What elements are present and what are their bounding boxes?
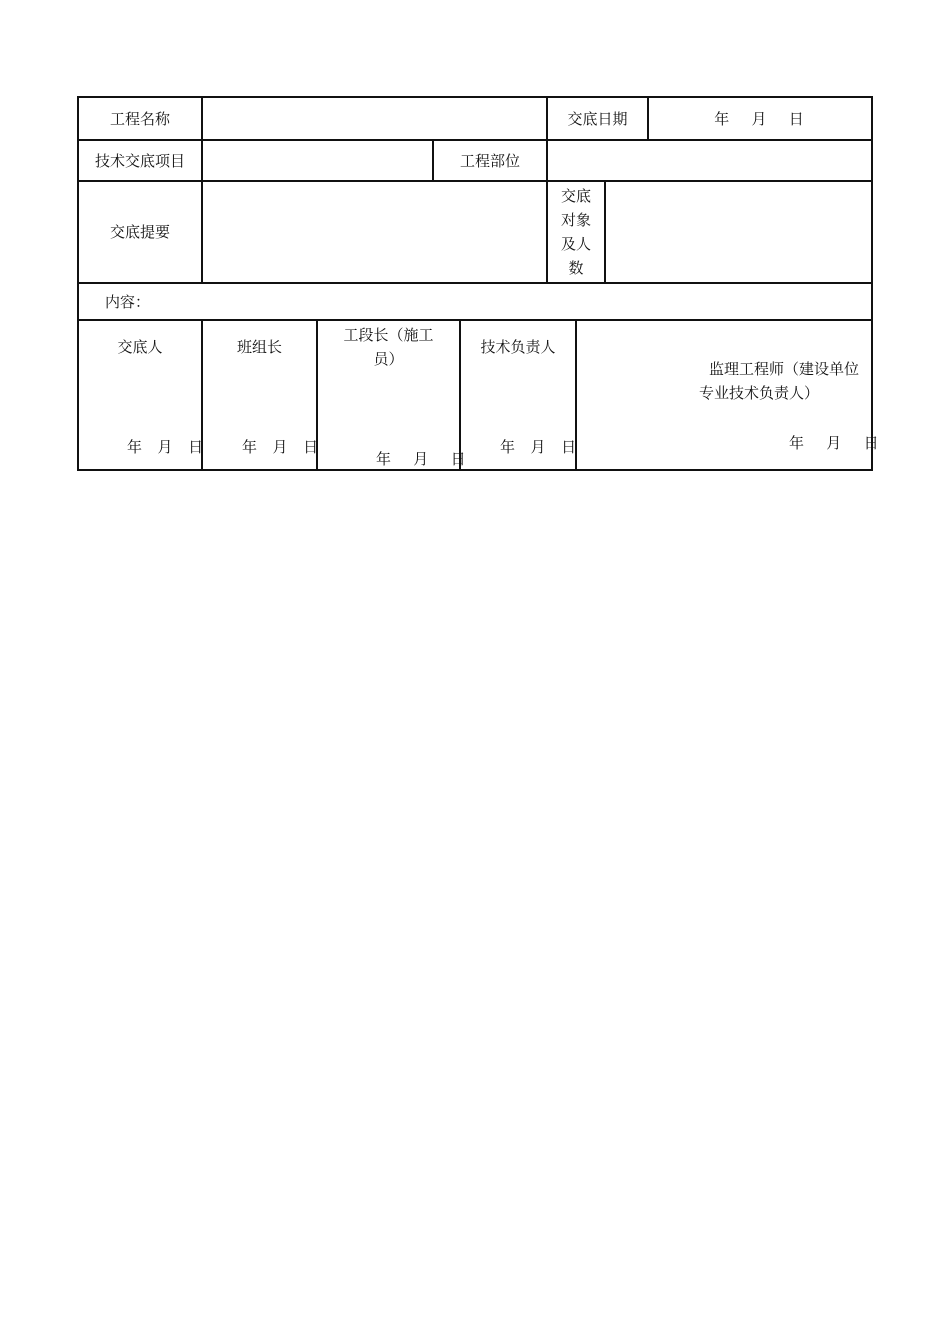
tech-lead-date: 年 月 日	[500, 438, 579, 456]
project-part-field[interactable]	[548, 141, 871, 180]
target-field[interactable]	[606, 182, 871, 282]
tech-item-field[interactable]	[203, 141, 432, 180]
briefing-date-value: 年 月 日	[714, 109, 806, 128]
project-name-field[interactable]	[203, 98, 546, 139]
project-name-label-text: 工程名称	[109, 109, 170, 128]
signature-tech-lead[interactable]	[461, 321, 579, 471]
tech-lead-label: 技术负责人	[480, 338, 556, 356]
signature-team-leader[interactable]	[203, 321, 321, 471]
tech-item-label-text: 技术交底项目	[94, 151, 185, 170]
briefing-date-field[interactable]	[649, 98, 871, 139]
briefer-date: 年 月 日	[127, 438, 206, 456]
row-divider	[79, 282, 871, 284]
project-part-label-text: 工程部位	[459, 151, 520, 170]
signature-briefer[interactable]	[79, 321, 206, 471]
briefing-date-label-text: 交底日期	[567, 109, 628, 128]
team-leader-label: 班组长	[236, 338, 282, 356]
team-leader-date: 年 月 日	[242, 438, 321, 456]
section-chief-date: 年 月 日	[376, 450, 468, 468]
signature-supervisor[interactable]	[577, 321, 881, 471]
summary-field[interactable]	[203, 182, 546, 282]
target-label-line: 交底	[560, 187, 591, 205]
section-chief-label-line: 工段长（施工	[343, 326, 434, 344]
technical-briefing-form	[77, 96, 881, 471]
target-label	[548, 184, 604, 282]
summary-label	[79, 182, 201, 282]
tech-item-label	[79, 141, 201, 180]
section-chief-label-line: 员）	[373, 350, 404, 368]
target-label-line: 及人	[560, 235, 591, 253]
supervisor-label-line: 专业技术负责人）	[699, 384, 820, 402]
supervisor-label-line: 监理工程师（建设单位	[708, 360, 859, 378]
summary-label-text: 交底提要	[109, 223, 170, 241]
briefing-date-label	[548, 98, 647, 139]
content-label: 内容：	[105, 293, 151, 311]
briefer-label: 交底人	[117, 338, 163, 356]
project-part-label	[434, 141, 546, 180]
target-label-line: 对象	[560, 211, 591, 229]
target-label-line: 数	[568, 259, 584, 277]
signature-section-chief[interactable]	[318, 321, 468, 471]
content-field[interactable]	[105, 290, 865, 316]
project-name-label	[79, 98, 201, 139]
supervisor-date: 年 月 日	[789, 434, 881, 452]
